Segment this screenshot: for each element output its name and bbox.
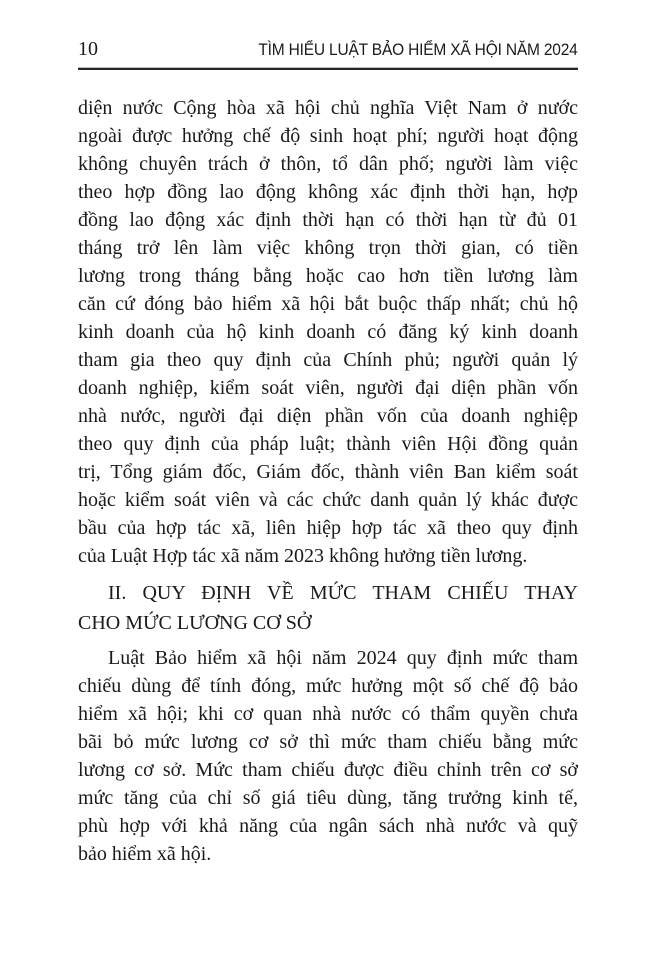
text-line: lương trong tháng bằng hoặc cao hơn tiền lương làm [78, 265, 578, 287]
text-line: tham gia theo quy định của Chính phủ; người quản lý [78, 349, 578, 371]
text-line: bãi bỏ mức lương cơ sở thì mức tham chiếu bằng mức [78, 731, 578, 753]
text-line: bảo hiểm xã hội. [78, 843, 212, 865]
text-line: đồng lao động xác định thời hạn có thời hạn từ đủ 01 [78, 209, 578, 231]
text-line: hiểm xã hội; khi cơ quan nhà nước có thẩm quyền chưa [78, 703, 578, 725]
page-number: 10 [78, 38, 98, 60]
paragraph-reference [78, 644, 578, 868]
text-line: không chuyên trách ở thôn, tổ dân phố; người làm việc [78, 153, 578, 175]
section-heading [78, 578, 578, 638]
page-header [78, 38, 578, 62]
text-line: nhà nước, người đại diện phần vốn của doanh nghiệp [78, 405, 578, 427]
text-line: theo hợp đồng lao động không xác định thời hạn, hợp [78, 181, 578, 203]
text-line: diện nước Cộng hòa xã hội chủ nghĩa Việt Nam ở nước [78, 97, 578, 119]
text-line: trị, Tổng giám đốc, Giám đốc, thành viên Ban kiểm soát [78, 461, 578, 483]
text-line: lương cơ sở. Mức tham chiếu được điều chỉnh trên cơ sở [78, 759, 578, 781]
text-line: hoặc kiểm soát viên và các chức danh quản lý khác được [78, 489, 578, 511]
text-line: căn cứ đóng bảo hiểm xã hội bắt buộc thấp nhất; chủ hộ [78, 293, 578, 315]
text-line: doanh nghiệp, kiểm soát viên, người đại diện phần vốn [78, 377, 578, 399]
paragraph-continued [78, 94, 578, 570]
text-line: của Luật Hợp tác xã năm 2023 không hưởng tiền lương. [78, 545, 528, 567]
text-line: CHO MỨC LƯƠNG CƠ SỞ [78, 612, 312, 634]
text-line: tháng trở lên làm việc không trọn thời gian, có tiền [78, 237, 578, 259]
text-line: II. QUY ĐỊNH VỀ MỨC THAM CHIẾU THAY [108, 582, 578, 604]
running-title: TÌM HIỂU LUẬT BẢO HIỂM XÃ HỘI NĂM 2024 [258, 41, 578, 59]
page-body [78, 94, 578, 868]
text-line: mức tăng của chỉ số giá tiêu dùng, tăng trưởng kinh tế, [78, 787, 578, 809]
header-rule [78, 67, 578, 70]
text-line: Luật Bảo hiểm xã hội năm 2024 quy định mức tham [108, 647, 578, 669]
text-line: theo quy định của pháp luật; thành viên Hội đồng quản [78, 433, 578, 455]
text-line: bầu của hợp tác xã, liên hiệp hợp tác xã theo quy định [78, 517, 578, 539]
text-line: kinh doanh của hộ kinh doanh có đăng ký kinh doanh [78, 321, 578, 343]
text-line: phù hợp với khả năng của ngân sách nhà nước và quỹ [78, 815, 578, 837]
text-line: ngoài được hưởng chế độ sinh hoạt phí; người hoạt động [78, 125, 578, 147]
text-line: chiếu dùng để tính đóng, mức hưởng một số chế độ bảo [78, 675, 578, 697]
